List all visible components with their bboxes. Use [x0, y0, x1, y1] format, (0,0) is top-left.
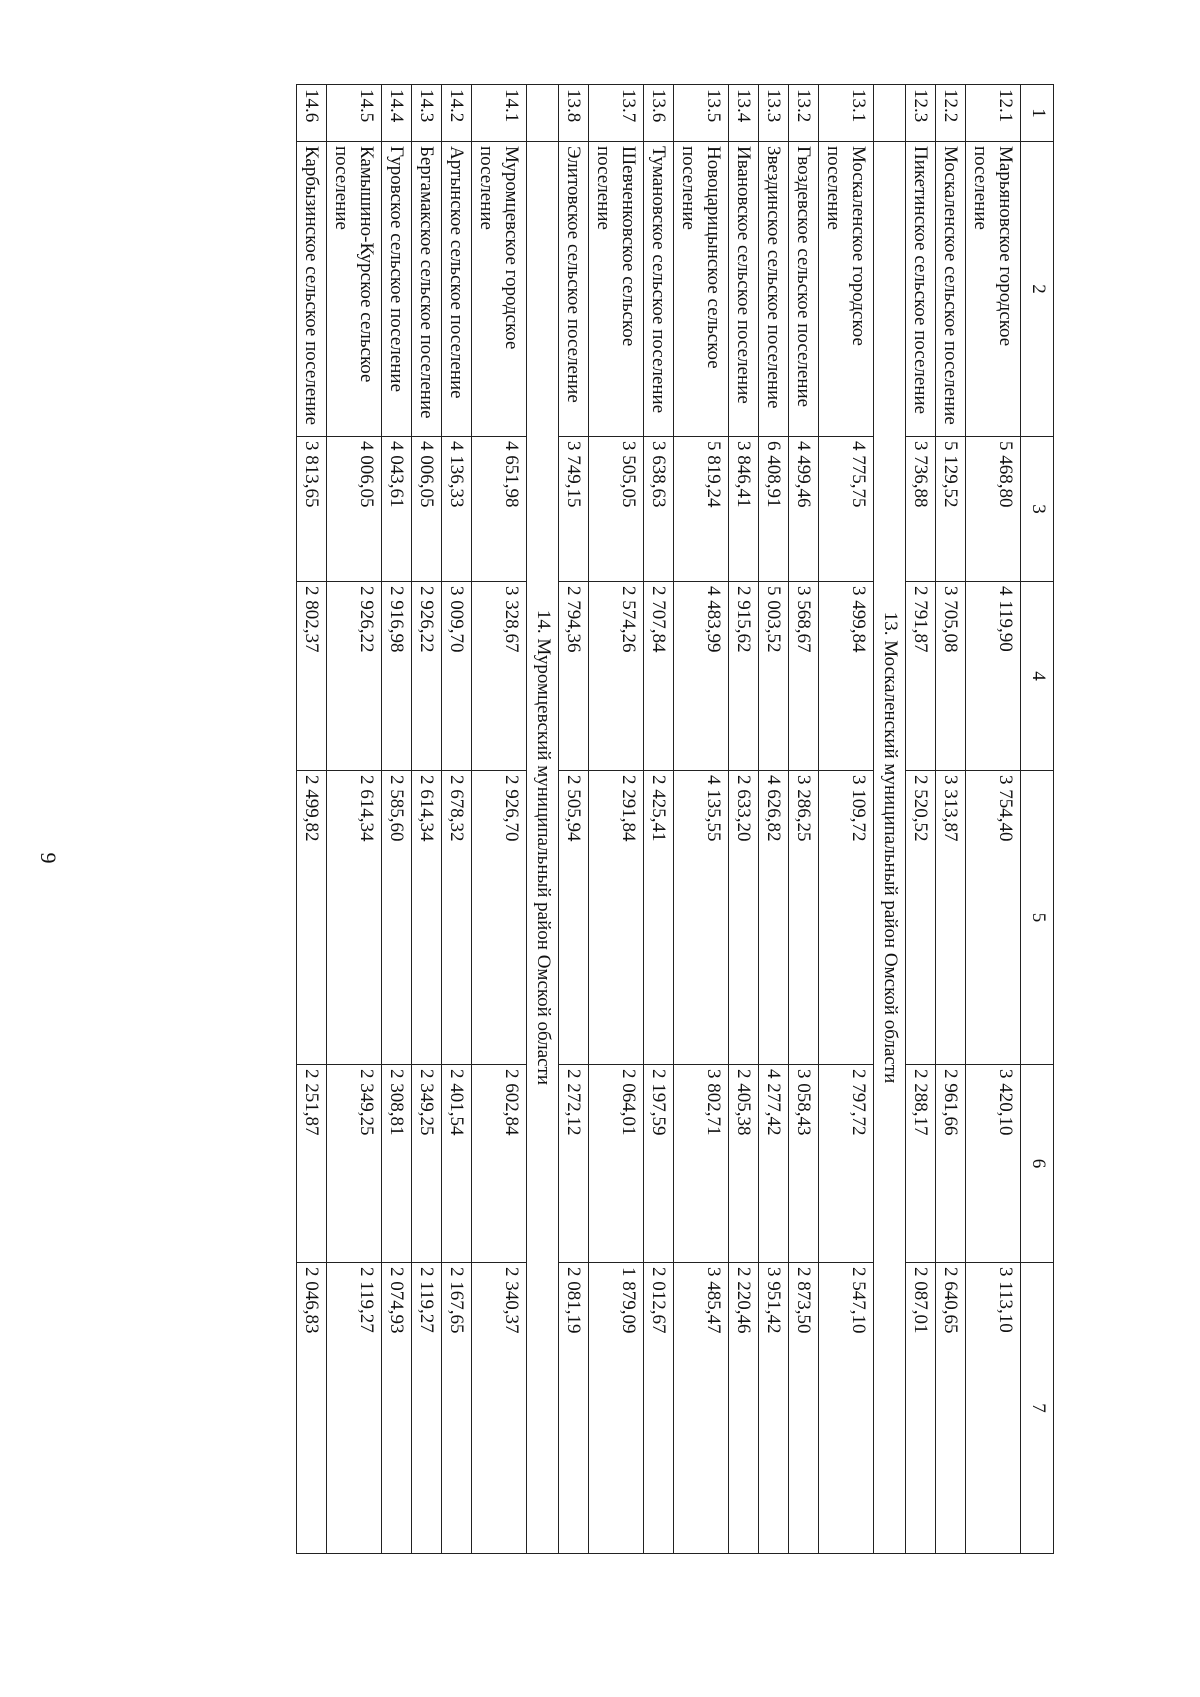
settlement-name-cell: Гуровское сельское поселение	[382, 142, 412, 437]
value-cell: 2 915,62	[729, 582, 759, 771]
value-cell: 2 707,84	[644, 582, 674, 771]
value-cell: 3 754,40	[966, 771, 1021, 1065]
value-cell: 2 602,84	[472, 1065, 527, 1263]
value-cell: 3 638,63	[644, 437, 674, 582]
value-cell: 2 074,93	[382, 1263, 412, 1554]
value-cell: 2 401,54	[442, 1065, 472, 1263]
value-cell: 4 135,55	[674, 771, 729, 1065]
column-header: 1	[1021, 85, 1054, 142]
row-number-cell: 13.8	[559, 85, 589, 142]
table-row	[906, 85, 936, 1554]
value-cell: 2 405,38	[729, 1065, 759, 1263]
settlement-name-cell: Камышино-Курское сельское поселение	[327, 142, 382, 437]
value-cell: 4 006,05	[327, 437, 382, 582]
value-cell: 2 574,26	[589, 582, 644, 771]
value-cell: 2 119,27	[412, 1263, 442, 1554]
value-cell: 5 819,24	[674, 437, 729, 582]
value-cell: 2 197,59	[644, 1065, 674, 1263]
row-number-cell: 13.1	[819, 85, 874, 142]
column-header: 2	[1021, 142, 1054, 437]
table-row	[729, 85, 759, 1554]
value-cell: 3 499,84	[819, 582, 874, 771]
row-number-cell: 13.6	[644, 85, 674, 142]
section-title: 14. Муромцевский муниципальный район Омской области	[527, 142, 559, 1554]
value-cell: 2 794,36	[559, 582, 589, 771]
table-row	[589, 85, 644, 1554]
row-number-cell: 12.3	[906, 85, 936, 142]
settlement-name-cell: Пикетинское сельское поселение	[906, 142, 936, 437]
settlement-name-cell: Марьяновское городское поселение	[966, 142, 1021, 437]
value-cell: 4 006,05	[412, 437, 442, 582]
row-number-cell: 14.3	[412, 85, 442, 142]
value-cell: 6 408,91	[759, 437, 789, 582]
value-cell: 2 167,65	[442, 1263, 472, 1554]
value-cell: 2 349,25	[412, 1065, 442, 1263]
column-header: 4	[1021, 582, 1054, 771]
value-cell: 4 043,61	[382, 437, 412, 582]
value-cell: 2 802,37	[297, 582, 327, 771]
value-cell: 3 113,10	[966, 1263, 1021, 1554]
value-cell: 3 802,71	[674, 1065, 729, 1263]
value-cell: 2 308,81	[382, 1065, 412, 1263]
value-cell: 3 420,10	[966, 1065, 1021, 1263]
rotated-table	[118, 84, 1054, 1553]
column-header: 5	[1021, 771, 1054, 1065]
row-number-cell: 14.6	[297, 85, 327, 142]
tariff-table	[296, 84, 1054, 1554]
value-cell: 2 012,67	[644, 1263, 674, 1554]
value-cell: 3 568,67	[789, 582, 819, 771]
value-cell: 3 286,25	[789, 771, 819, 1065]
value-cell: 2 916,98	[382, 582, 412, 771]
value-cell: 3 485,47	[674, 1263, 729, 1554]
value-cell: 2 633,20	[729, 771, 759, 1065]
value-cell: 3 749,15	[559, 437, 589, 582]
value-cell: 3 009,70	[442, 582, 472, 771]
settlement-name-cell: Новоцарицынское сельское поселение	[674, 142, 729, 437]
section-row	[527, 85, 559, 1554]
value-cell: 5 129,52	[936, 437, 966, 582]
settlement-name-cell: Артынское сельское поселение	[442, 142, 472, 437]
value-cell: 3 313,87	[936, 771, 966, 1065]
table-row	[819, 85, 874, 1554]
value-cell: 2 547,10	[819, 1263, 874, 1554]
value-cell: 2 791,87	[906, 582, 936, 771]
section-row	[874, 85, 906, 1554]
value-cell: 2 288,17	[906, 1065, 936, 1263]
value-cell: 4 499,46	[789, 437, 819, 582]
settlement-name-cell: Тумановское сельское поселение	[644, 142, 674, 437]
settlement-name-cell: Бергамакское сельское поселение	[412, 142, 442, 437]
value-cell: 4 119,90	[966, 582, 1021, 771]
row-number-cell: 14.5	[327, 85, 382, 142]
value-cell: 3 109,72	[819, 771, 874, 1065]
value-cell: 3 846,41	[729, 437, 759, 582]
row-number-cell: 14.2	[442, 85, 472, 142]
value-cell: 3 058,43	[789, 1065, 819, 1263]
settlement-name-cell: Москаленское сельское поселение	[936, 142, 966, 437]
value-cell: 2 797,72	[819, 1065, 874, 1263]
value-cell: 2 291,84	[589, 771, 644, 1065]
value-cell: 2 585,60	[382, 771, 412, 1065]
column-header: 3	[1021, 437, 1054, 582]
value-cell: 3 328,67	[472, 582, 527, 771]
settlement-name-cell: Москаленское городское поселение	[819, 142, 874, 437]
row-number-cell: 14.4	[382, 85, 412, 142]
value-cell: 4 651,98	[472, 437, 527, 582]
value-cell: 4 775,75	[819, 437, 874, 582]
value-cell: 5 003,52	[759, 582, 789, 771]
row-number-cell: 12.1	[966, 85, 1021, 142]
section-blank-cell	[874, 85, 906, 142]
value-cell: 2 499,82	[297, 771, 327, 1065]
header-row	[1021, 85, 1054, 1554]
value-cell: 2 926,22	[412, 582, 442, 771]
settlement-name-cell: Муромцевское городское поселение	[472, 142, 527, 437]
table-row	[472, 85, 527, 1554]
value-cell: 2 425,41	[644, 771, 674, 1065]
table-row	[936, 85, 966, 1554]
value-cell: 2 926,22	[327, 582, 382, 771]
value-cell: 2 340,37	[472, 1263, 527, 1554]
value-cell: 2 678,32	[442, 771, 472, 1065]
table-row	[966, 85, 1021, 1554]
value-cell: 4 277,42	[759, 1065, 789, 1263]
row-number-cell: 13.2	[789, 85, 819, 142]
value-cell: 2 251,87	[297, 1065, 327, 1263]
value-cell: 2 640,65	[936, 1263, 966, 1554]
value-cell: 2 505,94	[559, 771, 589, 1065]
value-cell: 3 813,65	[297, 437, 327, 582]
value-cell: 2 220,46	[729, 1263, 759, 1554]
value-cell: 2 081,19	[559, 1263, 589, 1554]
value-cell: 2 046,83	[297, 1263, 327, 1554]
value-cell: 3 951,42	[759, 1263, 789, 1554]
value-cell: 2 272,12	[559, 1065, 589, 1263]
page-number: 9	[36, 852, 61, 864]
row-number-cell: 13.5	[674, 85, 729, 142]
value-cell: 2 961,66	[936, 1065, 966, 1263]
row-number-cell: 13.4	[729, 85, 759, 142]
settlement-name-cell: Элитовское сельское поселение	[559, 142, 589, 437]
value-cell: 2 614,34	[412, 771, 442, 1065]
value-cell: 2 520,52	[906, 771, 936, 1065]
column-header: 6	[1021, 1065, 1054, 1263]
table-row	[759, 85, 789, 1554]
table-row	[327, 85, 382, 1554]
row-number-cell: 14.1	[472, 85, 527, 142]
value-cell: 5 468,80	[966, 437, 1021, 582]
value-cell: 3 705,08	[936, 582, 966, 771]
value-cell: 4 136,33	[442, 437, 472, 582]
section-title: 13. Москаленский муниципальный район Омской области	[874, 142, 906, 1554]
settlement-name-cell: Гвоздевское сельское поселение	[789, 142, 819, 437]
value-cell: 4 626,82	[759, 771, 789, 1065]
table-row	[789, 85, 819, 1554]
value-cell: 2 873,50	[789, 1263, 819, 1554]
value-cell: 2 087,01	[906, 1263, 936, 1554]
row-number-cell: 12.2	[936, 85, 966, 142]
settlement-name-cell: Шевченковское сельское поселение	[589, 142, 644, 437]
table-row	[644, 85, 674, 1554]
value-cell: 3 736,88	[906, 437, 936, 582]
table-row	[382, 85, 412, 1554]
table-row	[297, 85, 327, 1554]
row-number-cell: 13.7	[589, 85, 644, 142]
value-cell: 2 064,01	[589, 1065, 644, 1263]
table-row	[559, 85, 589, 1554]
table-row	[412, 85, 442, 1554]
table-container	[118, 84, 1054, 1553]
value-cell: 3 505,05	[589, 437, 644, 582]
settlement-name-cell: Ивановское сельское поселение	[729, 142, 759, 437]
table-row	[442, 85, 472, 1554]
section-blank-cell	[527, 85, 559, 142]
settlement-name-cell: Звездинское сельское поселение	[759, 142, 789, 437]
settlement-name-cell: Карбызинское сельское поселение	[297, 142, 327, 437]
value-cell: 2 119,27	[327, 1263, 382, 1554]
value-cell: 2 926,70	[472, 771, 527, 1065]
value-cell: 4 483,99	[674, 582, 729, 771]
value-cell: 2 349,25	[327, 1065, 382, 1263]
column-header: 7	[1021, 1263, 1054, 1554]
row-number-cell: 13.3	[759, 85, 789, 142]
table-row	[674, 85, 729, 1554]
value-cell: 2 614,34	[327, 771, 382, 1065]
value-cell: 1 879,09	[589, 1263, 644, 1554]
